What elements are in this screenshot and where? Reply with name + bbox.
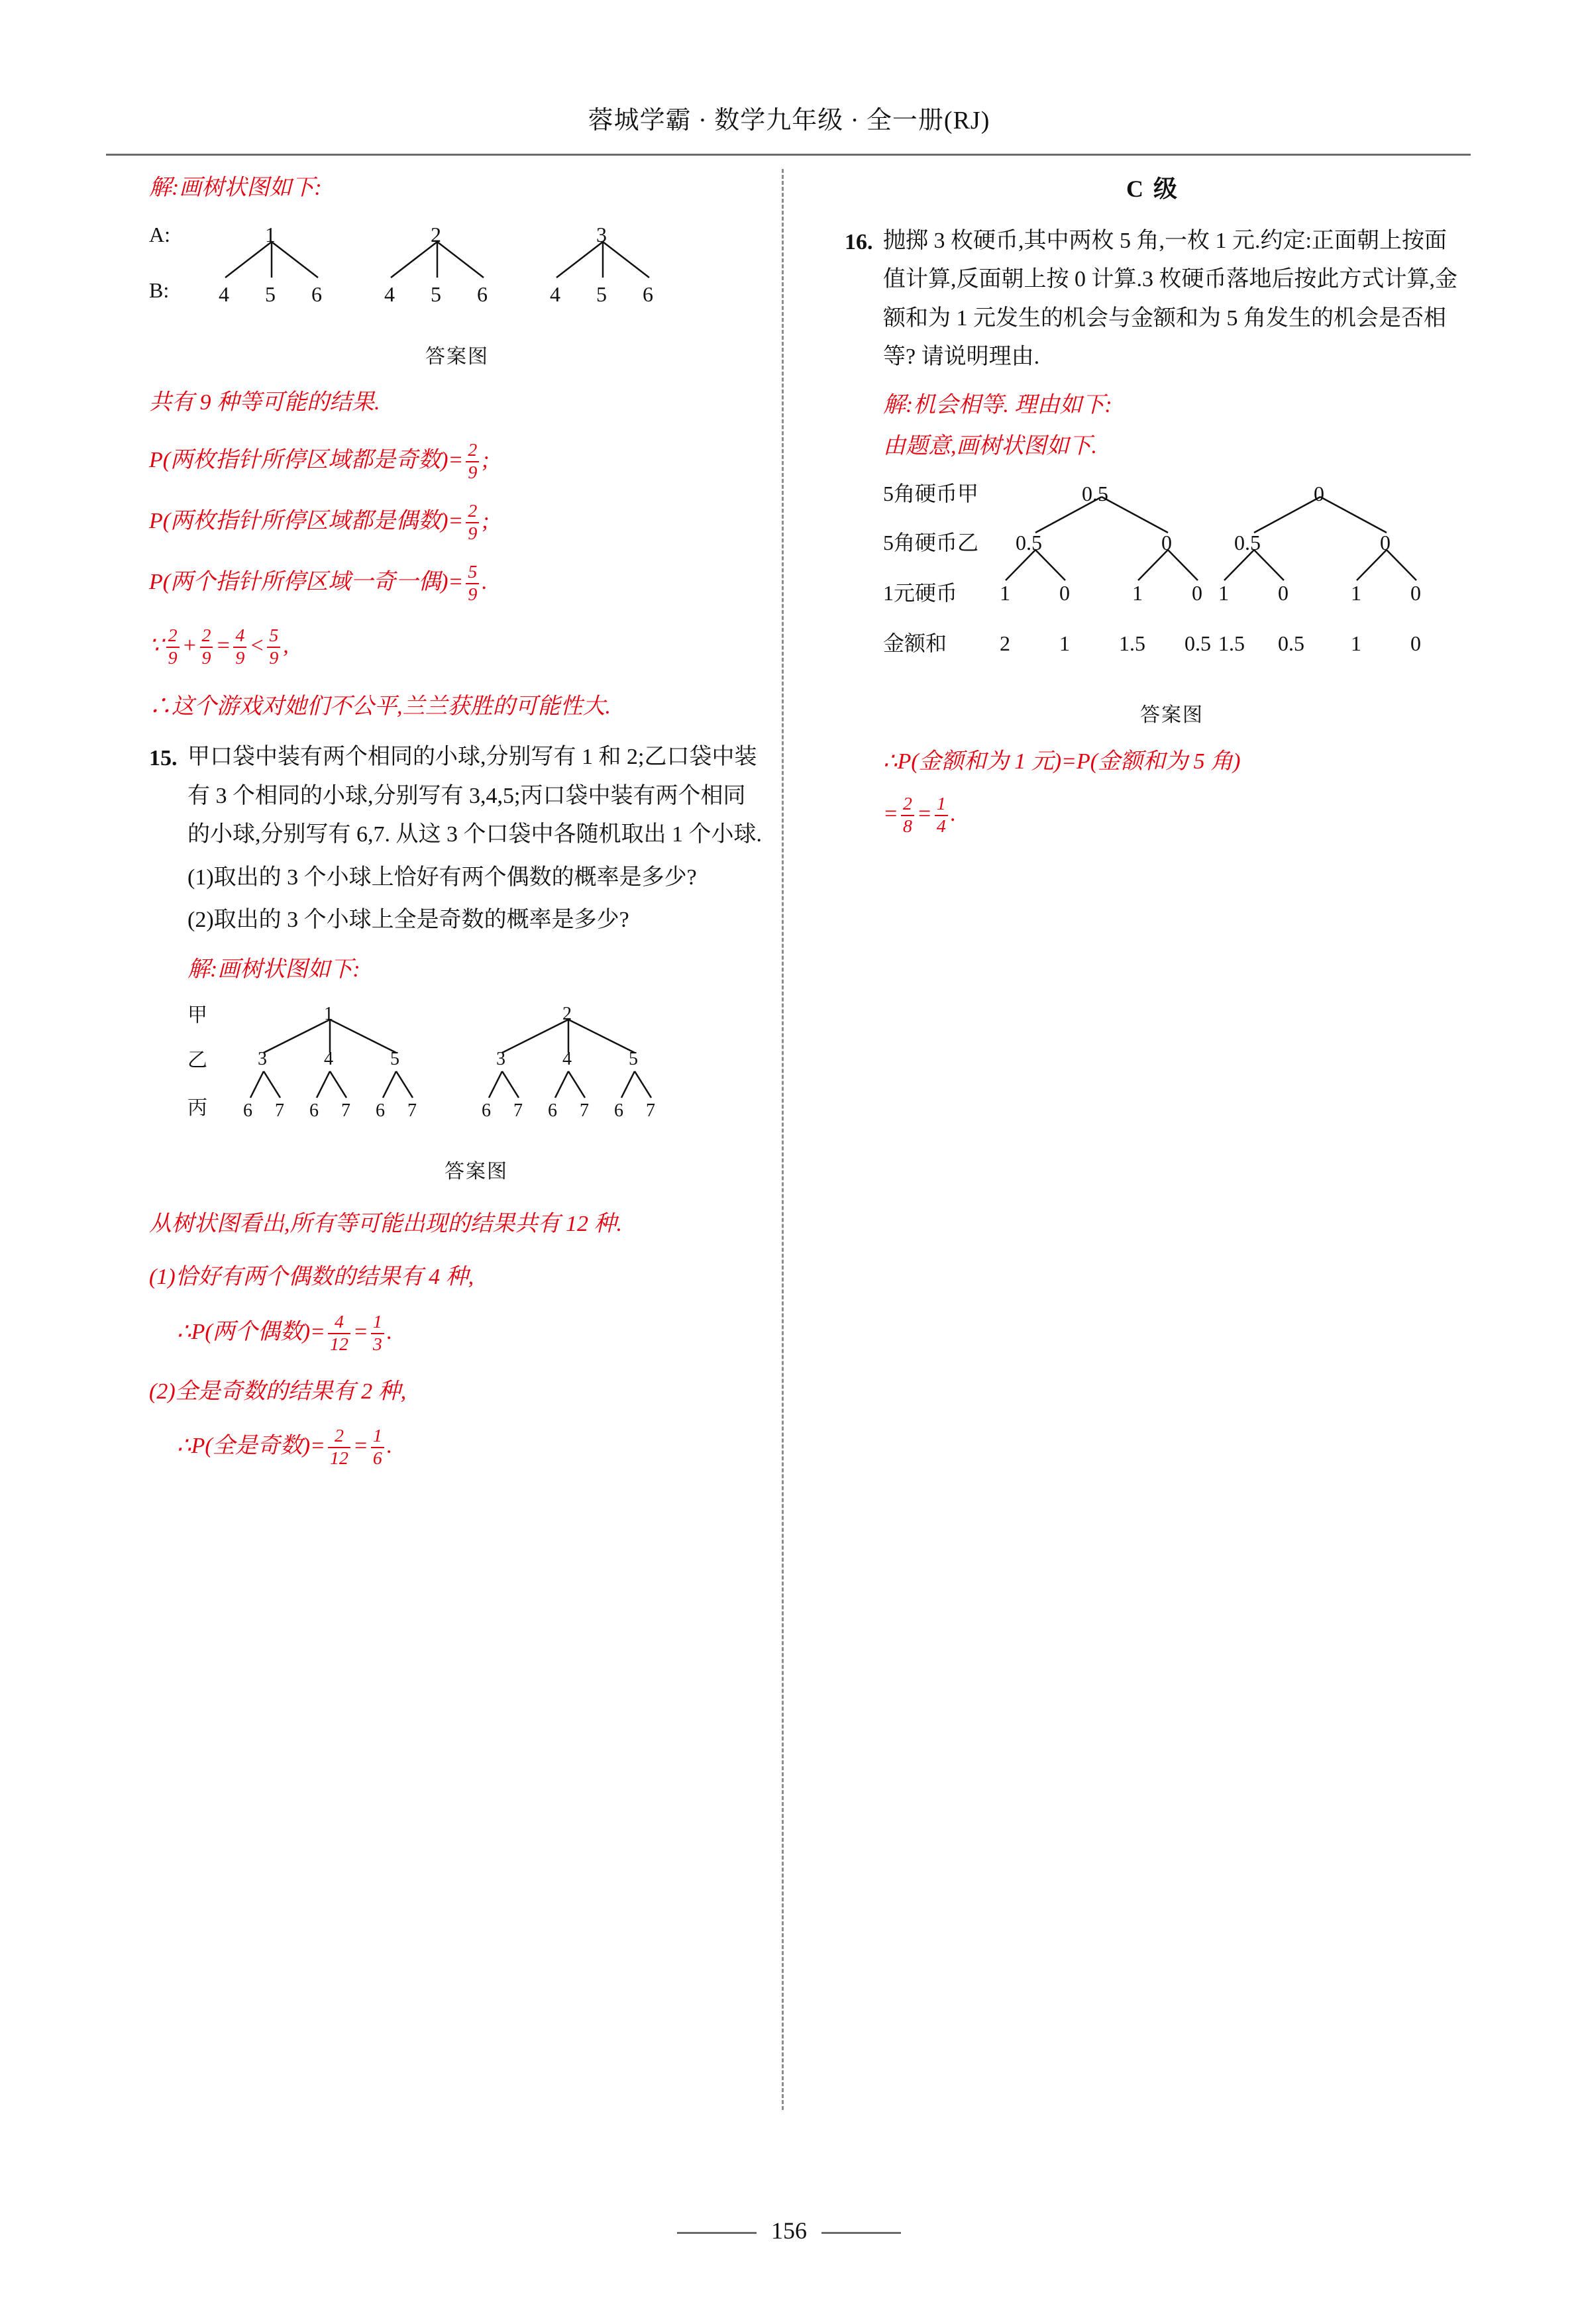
q16-tail: . bbox=[950, 801, 957, 826]
probability-text-3: P(两个指针所停区域一奇一偶)= bbox=[149, 569, 464, 594]
fraction bbox=[935, 794, 948, 837]
tree2-level2-node: 5 bbox=[390, 1049, 399, 1070]
question-15-sub-1: (1)取出的 3 个小球上恰好有两个偶数的概率是多少? bbox=[187, 865, 697, 890]
tree2-level3-node: 7 bbox=[580, 1100, 589, 1122]
fraction-denominator: 12 bbox=[328, 1333, 350, 1355]
q16-solution-line-1: 解:机会相等. 理由如下: bbox=[883, 392, 1112, 417]
tree3-level2-node: 0 bbox=[1380, 530, 1391, 555]
tree2-level3-node: 7 bbox=[341, 1100, 350, 1122]
tree2-level3-node: 6 bbox=[309, 1100, 319, 1122]
header-divider bbox=[106, 154, 1471, 156]
tree3-level2-node: 0.5 bbox=[1234, 530, 1261, 555]
probability-line-2 bbox=[149, 501, 765, 545]
operator-less-than: < bbox=[249, 633, 265, 658]
fraction-denominator: 12 bbox=[328, 1447, 350, 1469]
tree1-child: 5 bbox=[431, 282, 441, 307]
tree2-level3-node: 6 bbox=[614, 1100, 623, 1122]
tree3-level3-node: 0 bbox=[1410, 580, 1421, 605]
q15-prob2-lead: ∴P(全是奇数)= bbox=[177, 1434, 325, 1459]
tree2-level2-node: 4 bbox=[562, 1049, 572, 1070]
fraction bbox=[200, 625, 213, 669]
tree2-level1-node: 1 bbox=[324, 1004, 333, 1025]
probability-tail-1: ; bbox=[482, 447, 490, 472]
left-column bbox=[149, 169, 765, 1472]
tree2-row-label-jia: 甲 bbox=[187, 1004, 207, 1027]
because-symbol: ∵ bbox=[149, 633, 164, 658]
tree3-level2-node: 0.5 bbox=[1016, 530, 1042, 555]
q16-eq-1: = bbox=[883, 801, 898, 826]
tree3-level3-node: 1 bbox=[1132, 580, 1143, 605]
tree3-level1-node: 0 bbox=[1314, 481, 1324, 505]
tree3-sum-node: 1.5 bbox=[1218, 631, 1245, 655]
fraction-numerator: 4 bbox=[235, 625, 245, 646]
tree3-row-label-coin-a: 5角硬币甲 bbox=[883, 481, 979, 505]
tree2-level1-node: 2 bbox=[562, 1004, 572, 1025]
tree3-level2-node: 0 bbox=[1161, 530, 1172, 555]
tree3-level3-node: 0 bbox=[1192, 580, 1202, 605]
tree3-row-label-sum: 金额和 bbox=[883, 631, 947, 655]
fraction-denominator: 9 bbox=[466, 522, 479, 545]
column-divider bbox=[782, 169, 784, 2110]
fraction-denominator: 9 bbox=[267, 647, 280, 669]
tree3-level3-node: 1 bbox=[1218, 580, 1229, 605]
page-header: 蓉城学霸 · 数学九年级 · 全一册(RJ) bbox=[588, 107, 990, 134]
fraction-denominator: 3 bbox=[371, 1333, 384, 1355]
q15-total-line: 从树状图看出,所有等可能出现的结果共有 12 种. bbox=[149, 1211, 622, 1236]
question-16-number: 16. bbox=[845, 229, 873, 254]
tree2-level3-node: 7 bbox=[513, 1100, 523, 1122]
fraction bbox=[466, 501, 479, 545]
tree-diagram-3 bbox=[883, 476, 1461, 733]
fraction-numerator: 2 bbox=[168, 625, 178, 646]
tree3-sum-node: 1.5 bbox=[1119, 631, 1145, 655]
question-15-stem: 甲口袋中装有两个相同的小球,分别写有 1 和 2;乙口袋中装有 3 个相同的小球,分别写有 3,4,5;丙口袋中装有两个相同的小球,分别写有 6,7. 从这 3 个口袋中各随机取出 1 个小球. bbox=[187, 745, 762, 847]
fraction-denominator: 4 bbox=[935, 815, 948, 837]
probability-line-3 bbox=[149, 562, 765, 606]
fraction-numerator: 1 bbox=[936, 793, 946, 814]
tree3-level3-node: 0 bbox=[1278, 580, 1289, 605]
tree1-row-label-b: B: bbox=[149, 278, 170, 303]
fraction bbox=[371, 1426, 384, 1469]
tree3-sum-node: 0.5 bbox=[1278, 631, 1304, 655]
conclusion-line: ∴这个游戏对她们不公平,兰兰获胜的可能性大. bbox=[149, 694, 611, 719]
tree2-level2-node: 4 bbox=[324, 1049, 333, 1070]
solution-intro: 解:画树状图如下: bbox=[149, 176, 322, 200]
tree3-sum-node: 1 bbox=[1351, 631, 1361, 655]
fraction-numerator: 2 bbox=[201, 625, 211, 646]
q15-prob1-eq: = bbox=[352, 1319, 368, 1344]
tree2-caption: 答案图 bbox=[445, 1161, 508, 1183]
q15-result-1: (1)恰好有两个偶数的结果有 4 种, bbox=[149, 1265, 474, 1290]
fraction bbox=[901, 794, 914, 837]
q16-solution-line-2: 由题意,画树状图如下. bbox=[883, 434, 1097, 459]
tree1-child: 5 bbox=[265, 282, 276, 307]
tree2-level2-node: 3 bbox=[496, 1049, 505, 1070]
tree1-child: 4 bbox=[384, 282, 395, 307]
tree2-level3-node: 6 bbox=[548, 1100, 557, 1122]
footer-rule-right bbox=[821, 2232, 901, 2234]
fraction-numerator: 1 bbox=[372, 1311, 382, 1332]
tree1-child: 4 bbox=[550, 282, 560, 307]
comparison-line bbox=[149, 625, 765, 669]
tree3-sum-node: 0 bbox=[1410, 631, 1421, 655]
tree3-level1-node: 0.5 bbox=[1082, 481, 1108, 505]
question-15-solution-intro: 解:画树状图如下: bbox=[187, 957, 360, 982]
tree3-row-label-coin-yuan: 1元硬币 bbox=[883, 580, 958, 605]
fraction-denominator: 6 bbox=[371, 1447, 384, 1469]
q15-prob2-tail: . bbox=[386, 1434, 393, 1459]
footer-rule-left bbox=[677, 2232, 757, 2234]
operator-equals: = bbox=[215, 633, 231, 658]
tree3-sum-node: 0.5 bbox=[1184, 631, 1211, 655]
fraction-numerator: 5 bbox=[269, 625, 279, 646]
tree-diagram-2 bbox=[187, 998, 765, 1189]
section-heading-c-grade: C 级 bbox=[1126, 176, 1179, 202]
right-column bbox=[845, 169, 1461, 840]
tree2-level3-node: 6 bbox=[376, 1100, 385, 1122]
tree1-child: 5 bbox=[596, 282, 607, 307]
tree2-level3-node: 7 bbox=[646, 1100, 655, 1122]
q15-prob2-eq: = bbox=[352, 1434, 368, 1459]
q15-result-2-probability bbox=[149, 1426, 765, 1469]
fraction-denominator: 9 bbox=[200, 647, 213, 669]
fraction-numerator: 2 bbox=[468, 500, 478, 521]
tree2-level3-node: 7 bbox=[275, 1100, 284, 1122]
tree1-child: 6 bbox=[643, 282, 653, 307]
fraction bbox=[466, 440, 479, 484]
question-16 bbox=[845, 222, 1461, 840]
q15-result-1-probability bbox=[149, 1312, 765, 1355]
tree2-level3-node: 7 bbox=[407, 1100, 417, 1122]
fraction-numerator: 2 bbox=[902, 793, 912, 814]
fraction bbox=[166, 625, 180, 669]
question-15 bbox=[149, 738, 765, 1192]
probability-tail-2: ; bbox=[482, 508, 490, 533]
tree3-caption: 答案图 bbox=[1140, 704, 1204, 726]
tree2-level2-node: 3 bbox=[258, 1049, 267, 1070]
fraction-numerator: 4 bbox=[334, 1311, 344, 1332]
tree2-level2-node: 5 bbox=[629, 1049, 638, 1070]
fraction-numerator: 2 bbox=[468, 439, 478, 460]
tree1-caption: 答案图 bbox=[425, 346, 489, 368]
q16-conclusion-line-2 bbox=[883, 794, 1461, 837]
tree-diagram-1 bbox=[149, 217, 765, 374]
total-outcomes-line: 共有 9 种等可能的结果. bbox=[149, 390, 380, 415]
tree2-level3-node: 6 bbox=[482, 1100, 491, 1122]
tree3-sum-node: 2 bbox=[1000, 631, 1010, 655]
probability-line-1 bbox=[149, 440, 765, 484]
tree1-parent-3: 3 bbox=[596, 223, 607, 247]
tree3-level3-node: 1 bbox=[1351, 580, 1361, 605]
q15-prob1-tail: . bbox=[386, 1319, 393, 1344]
q15-prob1-lead: ∴P(两个偶数)= bbox=[177, 1319, 325, 1344]
fraction-denominator: 9 bbox=[466, 461, 479, 484]
fraction-numerator: 5 bbox=[468, 561, 478, 582]
tree1-child: 6 bbox=[477, 282, 488, 307]
tree3-level3-node: 0 bbox=[1059, 580, 1070, 605]
fraction bbox=[371, 1312, 384, 1355]
fraction-denominator: 8 bbox=[901, 815, 914, 837]
tree2-row-label-yi: 乙 bbox=[187, 1049, 207, 1072]
tree3-level3-node: 1 bbox=[1000, 580, 1010, 605]
tree3-row-label-coin-b: 5角硬币乙 bbox=[883, 530, 979, 555]
fraction-numerator: 1 bbox=[372, 1426, 382, 1447]
fraction-denominator: 9 bbox=[166, 647, 180, 669]
fraction-denominator: 9 bbox=[233, 647, 246, 669]
comparison-tail: , bbox=[283, 633, 289, 658]
page-number: 156 bbox=[771, 2217, 807, 2244]
question-15-sub-2: (2)取出的 3 个小球上全是奇数的概率是多少? bbox=[187, 908, 629, 933]
operator-plus: + bbox=[182, 633, 197, 658]
fraction-denominator: 9 bbox=[466, 583, 479, 606]
question-15-number: 15. bbox=[149, 746, 178, 771]
q15-result-2: (2)全是奇数的结果有 2 种, bbox=[149, 1379, 407, 1404]
tree2-level3-node: 6 bbox=[243, 1100, 252, 1122]
tree1-parent-2: 2 bbox=[431, 223, 441, 247]
fraction bbox=[466, 562, 479, 606]
tree2-row-label-bing: 丙 bbox=[187, 1097, 207, 1120]
q16-conclusion-line-1: ∴P(金额和为 1 元)=P(金额和为 5 角) bbox=[883, 749, 1241, 774]
fraction bbox=[328, 1312, 350, 1355]
q16-eq-2: = bbox=[916, 801, 932, 826]
fraction bbox=[267, 625, 280, 669]
question-16-stem: 抛掷 3 枚硬币,其中两枚 5 角,一枚 1 元.约定:正面朝上按面值计算,反面朝上按 0 计算.3 枚硬币落地后按此方式计算,金额和为 1 元发生的机会与金额和为 5 角发生的机会是否相等? 请说明理由. bbox=[883, 228, 1457, 370]
tree1-row-label-a: A: bbox=[149, 223, 170, 247]
probability-text-2: P(两枚指针所停区域都是偶数)= bbox=[149, 508, 464, 533]
fraction-numerator: 2 bbox=[334, 1426, 344, 1447]
tree3-sum-node: 1 bbox=[1059, 631, 1070, 655]
probability-tail-3: . bbox=[482, 569, 488, 594]
tree1-child: 4 bbox=[219, 282, 229, 307]
tree1-parent-1: 1 bbox=[265, 223, 276, 247]
fraction bbox=[328, 1426, 350, 1469]
page-footer bbox=[0, 2217, 1578, 2245]
tree1-child: 6 bbox=[311, 282, 322, 307]
fraction bbox=[233, 625, 246, 669]
probability-text-1: P(两枚指针所停区域都是奇数)= bbox=[149, 447, 464, 472]
